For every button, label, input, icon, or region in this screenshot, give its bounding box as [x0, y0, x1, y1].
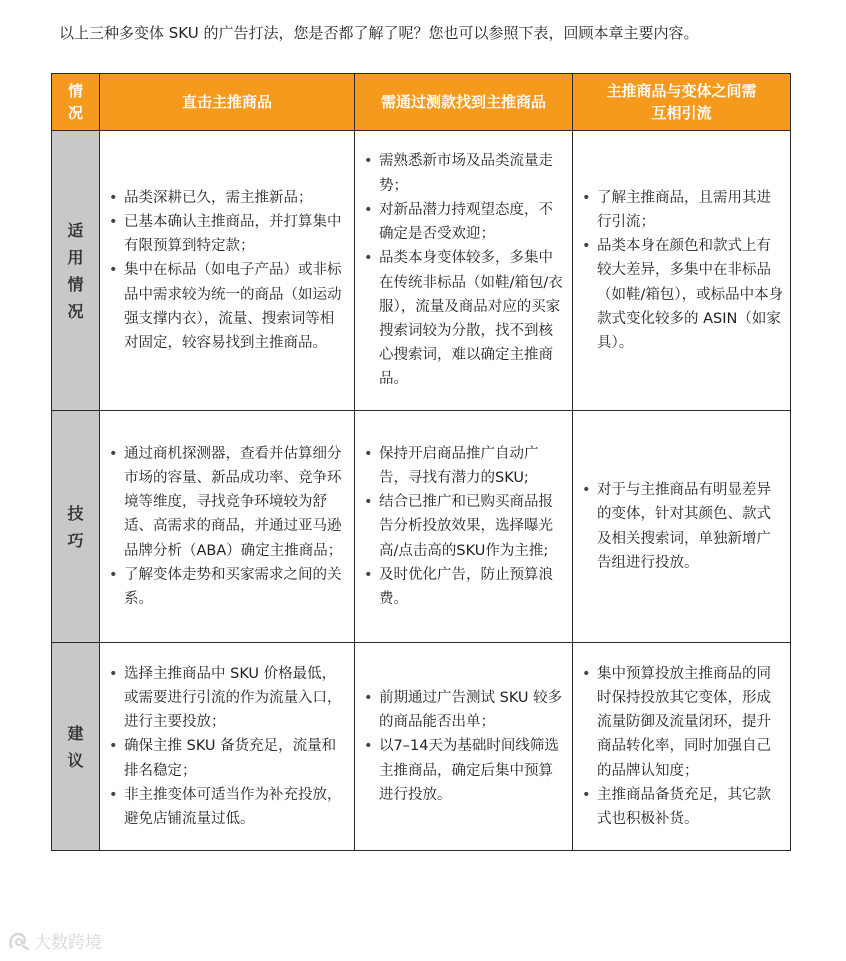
table-row: [52, 131, 791, 411]
watermark-text: 大数跨境: [34, 933, 102, 953]
table-header-row: [52, 74, 791, 131]
table-cell: [355, 131, 573, 411]
list-item: • 确保主推 SKU 备货充足，流量和排名稳定；: [104, 734, 348, 782]
list-item: • 对新品潜力持观望态度，不确定是否受欢迎；: [359, 198, 566, 246]
list-item: • 了解主推商品，且需用其进行引流；: [577, 186, 784, 234]
table-cell: [573, 643, 791, 851]
row-header-label: 适用情况: [67, 220, 84, 321]
intro-text: 以上三种多变体 SKU 的广告打法，您是否都了解了呢？您也可以参照下表，回顾本章主要内容。: [59, 24, 699, 42]
list-item: • 集中在标品（如电子产品）或非标品中需求较为统一的商品（如运动强支撑内衣），流量、搜索词等相对固定，较容易找到主推商品。: [104, 258, 348, 355]
list-item: • 选择主推商品中 SKU 价格最低，或需要进行引流的作为流量入口，进行主要投放；: [104, 662, 348, 735]
bullet-list: [104, 186, 348, 355]
row-header-label: 技巧: [67, 503, 84, 550]
list-item: • 品类深耕已久，需主推新品；: [104, 186, 348, 210]
list-item: • 需熟悉新市场及品类流量走势；: [359, 149, 566, 197]
list-item: • 了解变体走势和买家需求之间的关系。: [104, 563, 348, 611]
bullet-list: [577, 662, 784, 831]
row-header: [52, 131, 100, 411]
watermark: [8, 928, 102, 953]
list-item: • 以7–14天为基础时间线筛选主推商品，确定后集中预算进行投放。: [359, 734, 566, 807]
bullet-list: [359, 686, 566, 807]
list-item: • 前期通过广告测试 SKU 较多的商品能否出单；: [359, 686, 566, 734]
row-header-label: 建议: [67, 723, 84, 770]
list-item: • 非主推变体可适当作为补充投放，避免店铺流量过低。: [104, 783, 348, 831]
table-row: [52, 411, 791, 643]
list-item: • 结合已推广和已购买商品报告分析投放效果，选择曝光高/点击高的SKU作为主推;: [359, 490, 566, 563]
list-item: • 已基本确认主推商品，并打算集中有限预算到特定款；: [104, 210, 348, 258]
column-header: 主推商品与变体之间需互相引流: [573, 74, 791, 131]
table-cell: [573, 131, 791, 411]
list-item: • 品类本身变体较多，多集中在传统非标品（如鞋/箱包/衣服），流量及商品对应的买家搜索词较为分散，找不到核心搜索词，难以确定主推商品。: [359, 246, 566, 391]
table-cell: [100, 643, 355, 851]
table-cell: [355, 411, 573, 643]
list-item: • 通过商机探测器，查看并估算细分市场的容量、新品成功率、竞争环境等维度，寻找竞争环境较为舒适、高需求的商品，并通过亚马逊品牌分析（ABA）确定主推商品；: [104, 442, 348, 563]
column-header: 直击主推商品: [100, 74, 355, 131]
table-cell: [100, 131, 355, 411]
table-cell: [100, 411, 355, 643]
corner-header: [52, 74, 100, 131]
table-row: [52, 643, 791, 851]
table-cell: [573, 411, 791, 643]
list-item: • 集中预算投放主推商品的同时保持投放其它变体，形成流量防御及流量闭环，提升商品转化率，同时加强自己的品牌认知度；: [577, 662, 784, 783]
summary-table: [51, 73, 791, 851]
list-item: • 保持开启商品推广自动广告，寻找有潜力的SKU;: [359, 442, 566, 490]
bullet-list: [104, 662, 348, 831]
bullet-list: [577, 478, 784, 575]
list-item: • 品类本身在颜色和款式上有较大差异，多集中在非标品（如鞋/箱包），或标品中本身款式变化较多的 ASIN（如家具）。: [577, 234, 784, 355]
bullet-list: [359, 442, 566, 611]
list-item: • 主推商品备货充足，其它款式也积极补货。: [577, 783, 784, 831]
corner-header-label: 情况: [67, 82, 83, 122]
bullet-list: [104, 442, 348, 611]
bullet-list: [577, 186, 784, 355]
table-cell: [355, 643, 573, 851]
bullet-list: [359, 149, 566, 391]
row-header: [52, 643, 100, 851]
brand-logo-icon: [8, 931, 30, 951]
row-header: [52, 411, 100, 643]
list-item: • 及时优化广告，防止预算浪费。: [359, 563, 566, 611]
list-item: • 对于与主推商品有明显差异的变体，针对其颜色、款式及相关搜索词，单独新增广告组进行投放。: [577, 478, 784, 575]
column-header: 需通过测款找到主推商品: [355, 74, 573, 131]
